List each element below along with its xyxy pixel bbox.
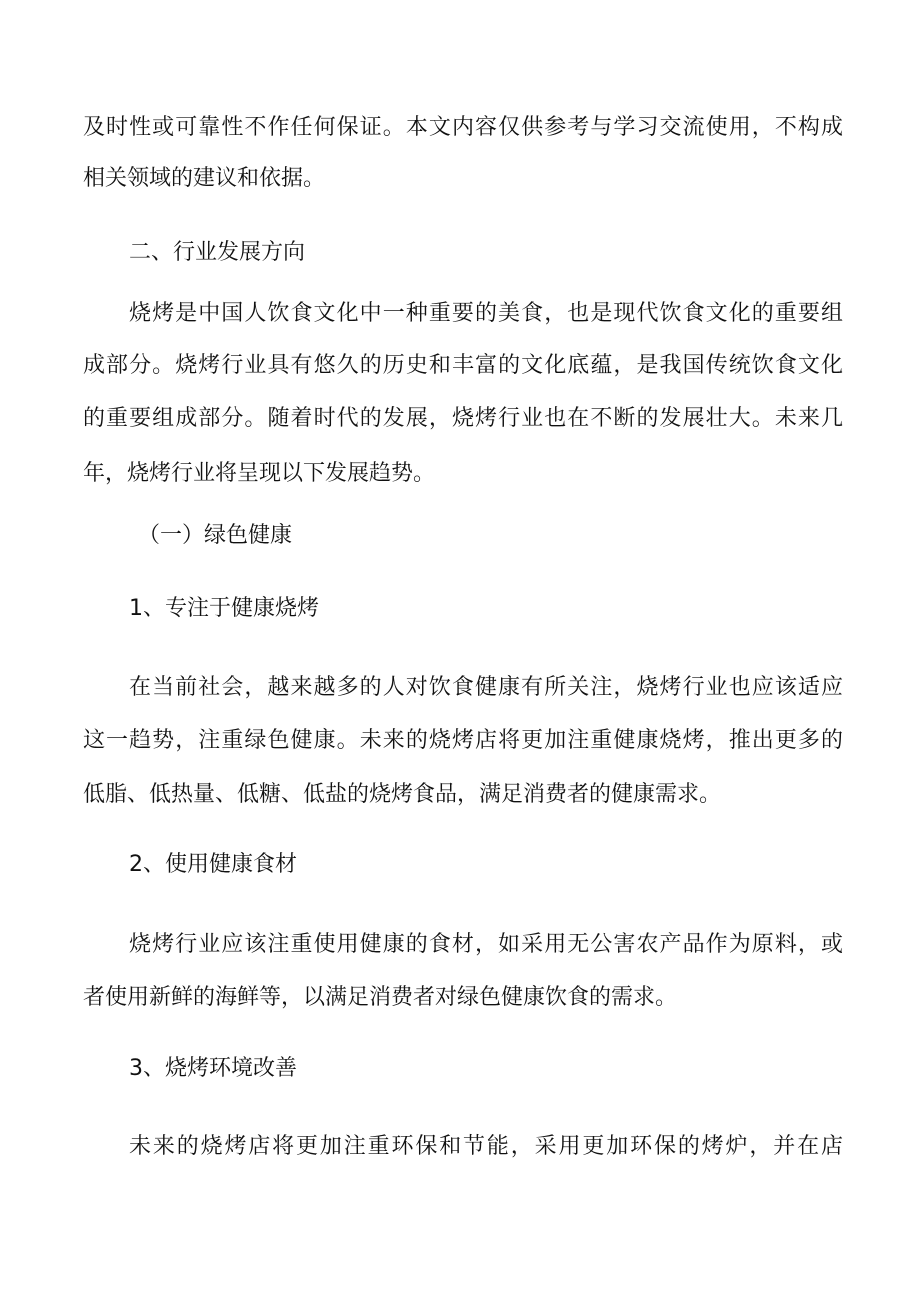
item-1-line-1: 在当前社会，越来越多的人对饮食健康有所关注，烧烤行业也应该适应: [129, 675, 843, 700]
intro-line-2: 相关领域的建议和依据。: [83, 166, 326, 191]
overview-line-3: 的重要组成部分。随着时代的发展，烧烤行业也在不断的发展壮大。未来几: [83, 406, 843, 431]
item-1-line-2: 这一趋势，注重绿色健康。未来的烧烤店将更加注重健康烧烤，推出更多的: [83, 728, 843, 753]
subsection-title: （一）绿色健康: [138, 523, 293, 548]
item-3-title: 3、烧烤环境改善: [129, 1056, 297, 1081]
item-2-line-1: 烧烤行业应该注重使用健康的食材，如采用无公害农产品作为原料，或: [129, 932, 843, 957]
section-title: 二、行业发展方向: [129, 240, 306, 265]
overview-line-1: 烧烤是中国人饮食文化中一种重要的美食，也是现代饮食文化的重要组: [129, 301, 843, 326]
item-3-line-1: 未来的烧烤店将更加注重环保和节能，采用更加环保的烤炉，并在店: [129, 1134, 843, 1159]
item-1-line-3: 低脂、低热量、低糖、低盐的烧烤食品，满足消费者的健康需求。: [83, 782, 722, 807]
overview-line-2: 成部分。烧烤行业具有悠久的历史和丰富的文化底蕴，是我国传统饮食文化: [83, 353, 843, 378]
item-1-title: 1、专注于健康烧烤: [129, 596, 319, 621]
intro-line-1: 及时性或可靠性不作任何保证。本文内容仅供参考与学习交流使用，不构成: [83, 115, 843, 140]
item-2-line-2: 者使用新鲜的海鲜等，以满足消费者对绿色健康饮食的需求。: [83, 985, 678, 1010]
item-2-title: 2、使用健康食材: [129, 852, 297, 877]
overview-line-4: 年，烧烤行业将呈现以下发展趋势。: [83, 461, 436, 486]
